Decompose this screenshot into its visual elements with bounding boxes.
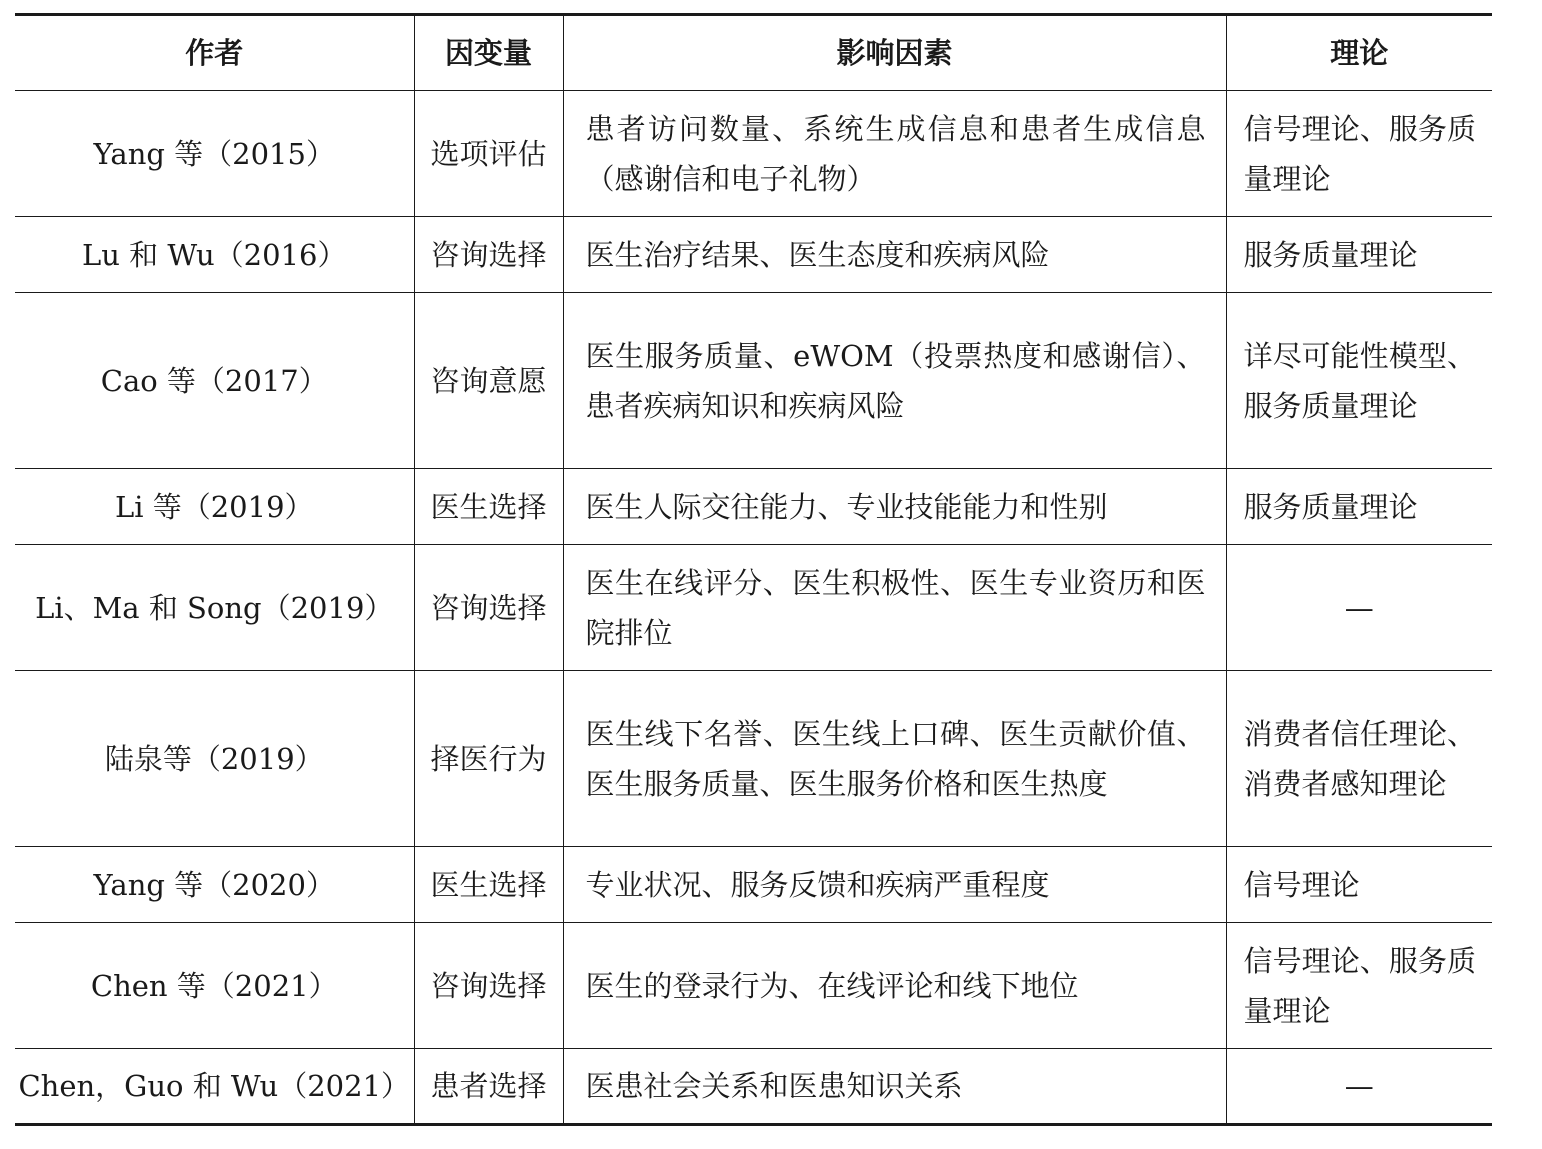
theory-cell: 消费者信任理论、消费者感知理论 <box>1226 671 1492 847</box>
header-theory: 理论 <box>1226 15 1492 91</box>
dependent-variable-cell: 医生选择 <box>414 847 563 923</box>
table-row <box>15 923 1492 1049</box>
theory-cell: 服务质量理论 <box>1226 469 1492 545</box>
literature-table <box>15 13 1492 1126</box>
factors-cell: 医生在线评分、医生积极性、医生专业资历和医院排位 <box>563 545 1226 671</box>
table-row <box>15 469 1492 545</box>
theory-cell: — <box>1226 1049 1492 1125</box>
factors-cell: 医生治疗结果、医生态度和疾病风险 <box>563 217 1226 293</box>
dependent-variable-cell: 选项评估 <box>414 91 563 217</box>
factors-cell: 医生线下名誉、医生线上口碑、医生贡献价值、医生服务质量、医生服务价格和医生热度 <box>563 671 1226 847</box>
author-cell: Li 等（2019） <box>15 469 414 545</box>
theory-cell: — <box>1226 545 1492 671</box>
table-header-row <box>15 15 1492 91</box>
dependent-variable-cell: 择医行为 <box>414 671 563 847</box>
author-cell: Yang 等（2020） <box>15 847 414 923</box>
author-cell: Cao 等（2017） <box>15 293 414 469</box>
table-row <box>15 671 1492 847</box>
author-cell: Chen 等（2021） <box>15 923 414 1049</box>
theory-cell: 服务质量理论 <box>1226 217 1492 293</box>
factors-cell: 医生的登录行为、在线评论和线下地位 <box>563 923 1226 1049</box>
author-cell: Yang 等（2015） <box>15 91 414 217</box>
author-cell: Lu 和 Wu（2016） <box>15 217 414 293</box>
table-row <box>15 545 1492 671</box>
factors-cell: 医生服务质量、eWOM（投票热度和感谢信）、患者疾病知识和疾病风险 <box>563 293 1226 469</box>
factors-cell: 医患社会关系和医患知识关系 <box>563 1049 1226 1125</box>
factors-cell: 患者访问数量、系统生成信息和患者生成信息（感谢信和电子礼物） <box>563 91 1226 217</box>
dependent-variable-cell: 患者选择 <box>414 1049 563 1125</box>
table-row <box>15 217 1492 293</box>
author-cell: Li、Ma 和 Song（2019） <box>15 545 414 671</box>
dependent-variable-cell: 咨询选择 <box>414 217 563 293</box>
dependent-variable-cell: 咨询选择 <box>414 545 563 671</box>
author-cell: Chen，Guo 和 Wu（2021） <box>15 1049 414 1125</box>
table-row <box>15 847 1492 923</box>
theory-cell: 信号理论 <box>1226 847 1492 923</box>
dependent-variable-cell: 医生选择 <box>414 469 563 545</box>
theory-cell: 详尽可能性模型、服务质量理论 <box>1226 293 1492 469</box>
table-row <box>15 1049 1492 1125</box>
theory-cell: 信号理论、服务质量理论 <box>1226 91 1492 217</box>
table-row <box>15 91 1492 217</box>
author-cell: 陆泉等（2019） <box>15 671 414 847</box>
header-influencing-factors: 影响因素 <box>563 15 1226 91</box>
table-row <box>15 293 1492 469</box>
dependent-variable-cell: 咨询意愿 <box>414 293 563 469</box>
dependent-variable-cell: 咨询选择 <box>414 923 563 1049</box>
header-author: 作者 <box>15 15 414 91</box>
header-dependent-variable: 因变量 <box>414 15 563 91</box>
theory-cell: 信号理论、服务质量理论 <box>1226 923 1492 1049</box>
factors-cell: 医生人际交往能力、专业技能能力和性别 <box>563 469 1226 545</box>
factors-cell: 专业状况、服务反馈和疾病严重程度 <box>563 847 1226 923</box>
